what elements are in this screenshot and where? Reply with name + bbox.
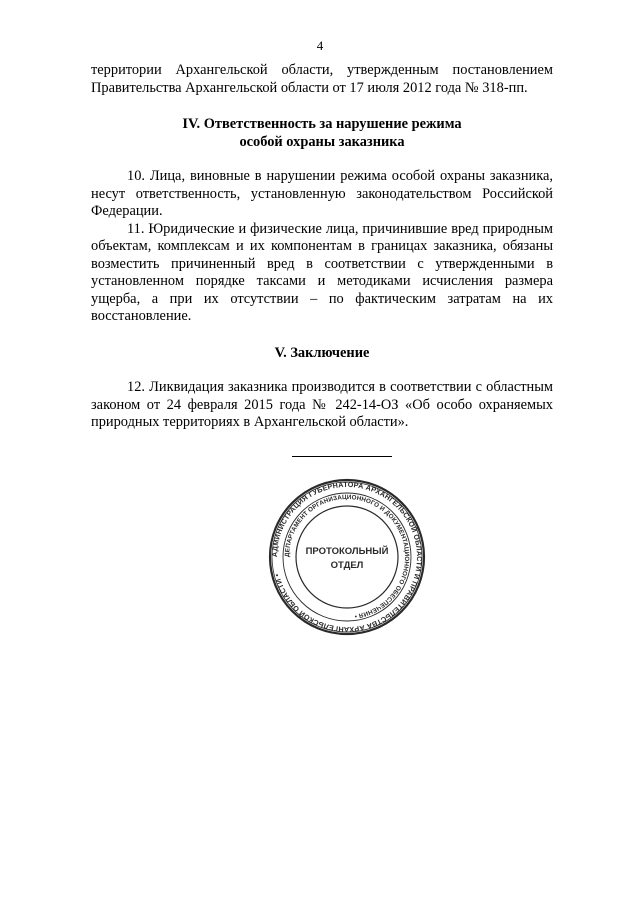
end-divider xyxy=(292,456,392,457)
paragraph-10: 10. Лица, виновные в нарушении режима особой охраны заказника, несут ответственность, установленную законодательством Российской Федерации. xyxy=(91,168,553,219)
paragraph-11: 11. Юридические и физические лица, причинившие вред природным объектам, комплексам и их компонентам в границах заказника, обязаны возместить причиненный вред в соответствии с утвержденными в установленном порядке таксами и методиками исчисления размера ущерба, а при их отсутствии – по фактическим затратам на их восстановление. xyxy=(91,220,553,324)
intro-paragraph: территории Архангельской области, утвержденным постановлением Правительства Архангельской области от 17 июля 2012 года № 318-пп. xyxy=(91,62,553,96)
stamp-inner-text: ДЕПАРТАМЕНТ ОРГАНИЗАЦИОННОГО И ДОКУМЕНТАЦИОННОГО ОБЕСПЕЧЕНИЯ • xyxy=(283,493,411,620)
official-stamp xyxy=(268,478,426,636)
document-body xyxy=(91,62,553,432)
stamp-center-line2: ОТДЕЛ xyxy=(330,560,364,571)
section-iv-title-line2: особой охраны заказника xyxy=(239,133,405,150)
stamp-outer-text: АДМИНИСТРАЦИЯ ГУБЕРНАТОРА АРХАНГЕЛЬСКОЙ ОБЛАСТИ И ПРАВИТЕЛЬСТВА АРХАНГЕЛЬСКОЙ ОБЛАСТИ • xyxy=(269,479,425,635)
stamp-center-line1: ПРОТОКОЛЬНЫЙ xyxy=(305,546,389,557)
section-iv-title-line1: IV. Ответственность за нарушение режима xyxy=(182,116,462,132)
paragraph-12: 12. Ликвидация заказника производится в соответствии с областным законом от 24 февраля 2015 года № 242-14-ОЗ «Об особо охраняемых природных территориях в Архангельской области». xyxy=(91,379,553,430)
section-v-title: V. Заключение xyxy=(274,344,370,361)
stamp-seal xyxy=(268,478,426,636)
page-number: 4 xyxy=(316,38,324,53)
